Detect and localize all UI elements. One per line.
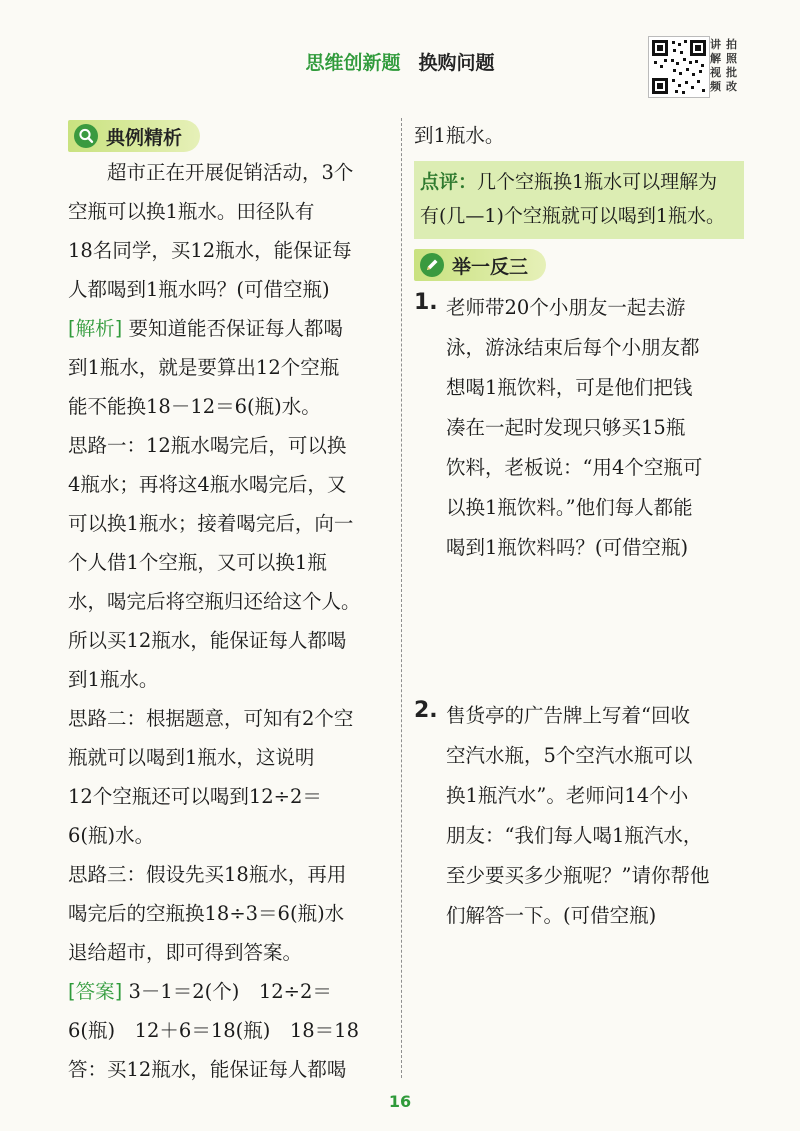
analysis-label: [解析] xyxy=(68,317,123,340)
text-line: 4瓶水；再将这4瓶水喝完后，又 xyxy=(68,473,347,496)
practice-section-title xyxy=(414,249,546,281)
problem-number: 1. xyxy=(414,290,438,315)
qr-code[interactable] xyxy=(648,36,710,98)
text-line: 退给超市，即可得到答案。 xyxy=(68,941,303,964)
qr-code-image xyxy=(649,37,709,97)
answer-block xyxy=(68,972,388,1089)
text-line: 有(几—1)个空瓶就可以喝到1瓶水。 xyxy=(420,205,726,227)
text-line: 12个空瓶还可以喝到12÷2＝ xyxy=(68,785,322,808)
pencil-icon xyxy=(420,253,444,277)
magnifier-icon xyxy=(74,124,98,148)
review-box xyxy=(414,161,744,239)
review-label: 点评： xyxy=(420,171,478,193)
text-line: [解析] 要知道能否保证每人都喝 xyxy=(68,317,343,340)
text-line: 所以买12瓶水，能保证每人都喝 xyxy=(68,629,347,652)
text-line: 18名同学，买12瓶水，能保证每 xyxy=(68,239,352,262)
qr-caption-char: 解 xyxy=(710,52,721,65)
text-line: 以换1瓶饮料。”他们每人都能 xyxy=(446,496,693,519)
qr-caption-char: 改 xyxy=(726,80,737,93)
text-line: 水，喝完后将空瓶归还给这个人。 xyxy=(68,590,361,613)
text-line: 凑在一起时发现只够买15瓶 xyxy=(446,416,686,439)
text-line: 人都喝到1瓶水吗？(可借空瓶) xyxy=(68,278,330,301)
text-line: 朋友：“我们每人喝1瓶汽水， xyxy=(446,824,703,847)
example-problem xyxy=(68,153,388,309)
text-line: 6(瓶) 12＋6＝18(瓶) 18＝18 xyxy=(68,1019,359,1042)
text-line: 到1瓶水，就是要算出12个空瓶 xyxy=(68,356,340,379)
text-line: [答案] 3－1＝2(个) 12÷2＝ xyxy=(68,980,332,1003)
column-divider xyxy=(401,118,402,1078)
qr-caption-char: 拍 xyxy=(726,38,737,51)
text-line: 瓶就可以喝到1瓶水，这说明 xyxy=(68,746,315,769)
practice-problem-1 xyxy=(414,288,736,568)
text-line: 空汽水瓶，5个空汽水瓶可以 xyxy=(446,744,693,767)
text-line: 想喝1瓶饮料，可是他们把钱 xyxy=(446,376,693,399)
text-line: 老师带20个小朋友一起去游 xyxy=(446,296,686,319)
text-line: 们解答一下。(可借空瓶) xyxy=(446,904,657,927)
text-line: 个人借1个空瓶，又可以换1瓶 xyxy=(68,551,327,574)
text-line: 泳，游泳结束后每个小朋友都 xyxy=(446,336,700,359)
qr-caption-char: 讲 xyxy=(710,38,721,51)
example-section xyxy=(68,120,388,1089)
text-line: 思路二：根据题意，可知有2个空 xyxy=(68,707,354,730)
answer-continuation: 到1瓶水。 xyxy=(414,124,505,147)
qr-caption-char: 频 xyxy=(710,80,721,93)
page-number: 16 xyxy=(388,1092,412,1111)
practice-title-text: 举一反三 xyxy=(452,255,529,278)
text-line: 能不能换18－12＝6(瓶)水。 xyxy=(68,395,321,418)
text-line: 答：买12瓶水，能保证每人都喝 xyxy=(68,1058,347,1081)
header-topic: 换购问题 xyxy=(418,52,495,74)
text-line: 至少要买多少瓶呢？”请你帮他 xyxy=(446,864,710,887)
text-line: 售货亭的广告牌上写着“回收 xyxy=(446,704,690,727)
text-line: 到1瓶水。 xyxy=(68,668,159,691)
qr-caption-char: 批 xyxy=(726,66,737,79)
problem-number: 2. xyxy=(414,698,438,723)
text-line: 思路一：12瓶水喝完后，可以换 xyxy=(68,434,347,457)
idea-two xyxy=(68,699,388,855)
text-line: 空瓶可以换1瓶水。田径队有 xyxy=(68,200,315,223)
header-category: 思维创新题 xyxy=(305,52,401,74)
text-line: 换1瓶汽水”。老师问14个小 xyxy=(446,784,689,807)
answer-label: [答案] xyxy=(68,980,123,1003)
idea-one xyxy=(68,426,388,699)
idea-three xyxy=(68,855,388,972)
practice-problem-2 xyxy=(414,696,736,936)
text-line: 超市正在开展促销活动，3个 xyxy=(107,161,354,184)
text-line: 饮料，老板说：“用4个空瓶可 xyxy=(446,456,703,479)
qr-caption-char: 视 xyxy=(710,66,721,79)
qr-caption-char: 照 xyxy=(726,52,737,65)
example-section-title xyxy=(68,120,200,152)
text-line: 喝完后的空瓶换18÷3＝6(瓶)水 xyxy=(68,902,345,925)
text-line: 思路三：假设先买18瓶水，再用 xyxy=(68,863,347,886)
example-title-text: 典例精析 xyxy=(106,126,183,149)
text-line: 可以换1瓶水；接着喝完后，向一 xyxy=(68,512,354,535)
analysis-block xyxy=(68,309,388,426)
right-column xyxy=(414,116,736,936)
text-line: 喝到1瓶饮料吗？(可借空瓶) xyxy=(446,536,689,559)
text-line: 点评：几个空瓶换1瓶水可以理解为 xyxy=(420,171,718,193)
qr-caption xyxy=(710,38,748,94)
text-line: 6(瓶)水。 xyxy=(68,824,155,847)
